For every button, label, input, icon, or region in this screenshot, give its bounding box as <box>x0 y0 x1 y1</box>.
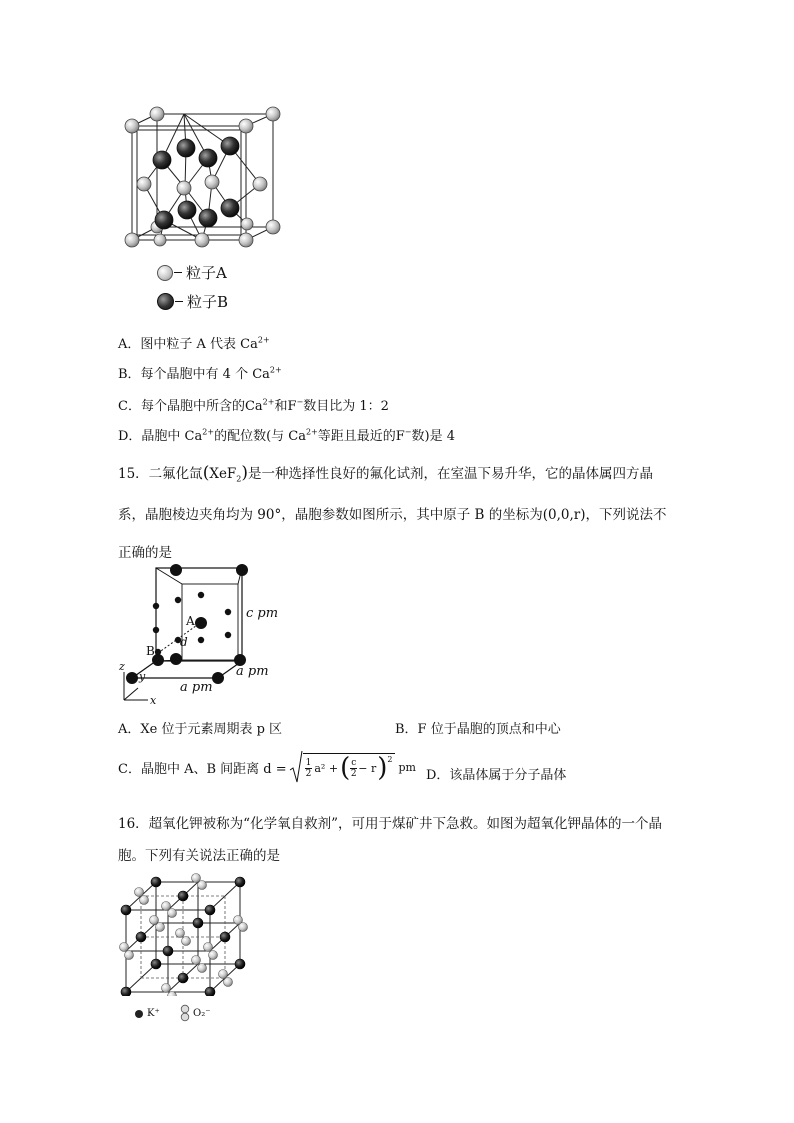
q15-option-c: C．晶胞中 A、B 间距离 d = $\frac{1}{2}$ a² + ( $\frac{c}{2}$ − r ) $^2$ pm <box>118 750 416 784</box>
q16-stem-line1: 16．超氧化钾被称为“化学氧自救剂”，可用于煤矿井下急救。如图为超氧化钾晶体的一个晶 <box>118 816 662 832</box>
q15-option-d: D．该晶体属于分子晶体 <box>426 768 567 783</box>
legend-b-label: 粒子B <box>187 293 229 311</box>
coordinate-b: (0,0,r) <box>542 507 586 523</box>
label-a-pm-side: a pm <box>236 664 269 679</box>
q14-option-a: A．图中粒子 A 代表 $Ca^{2+}$ <box>118 335 270 352</box>
q16-stem-line2: 胞。下列有关说法正确的是 <box>118 848 280 864</box>
label-atom-b: B <box>146 644 155 658</box>
axis-x-label: x <box>150 694 157 707</box>
q14-option-d: D．晶胞中 $Ca^{2+}$的配位数(与 $Ca^{2+}$等距且最近的F−数)是 4 <box>118 427 455 444</box>
axis-y-label: y <box>139 670 146 683</box>
legend-dash <box>175 301 183 303</box>
particle-b-icon <box>157 293 174 310</box>
legend-particle-a <box>157 262 227 283</box>
q15-stem-line3: 正确的是 <box>118 545 172 561</box>
label-d: d <box>180 635 188 649</box>
particle-a-icon <box>157 265 173 281</box>
q15-option-a: A．Xe 位于元素周期表 p 区 <box>118 722 283 737</box>
q15-option-b: B．F 位于晶胞的顶点和中心 <box>395 722 561 737</box>
k-ion-icon <box>134 1009 144 1019</box>
fraction-half: $\frac{1}{2}$ <box>305 757 312 779</box>
axis-z-label: z <box>119 660 125 673</box>
label-atom-a: A <box>186 614 195 628</box>
legend-k: K⁺ <box>134 1008 160 1019</box>
q14-option-c: C．每个晶胞中所含的$Ca^{2+}$和F−数目比为 1：2 <box>118 397 389 414</box>
ko2-cell-figure <box>116 870 256 996</box>
legend-particle-b <box>157 291 228 312</box>
label-c-pm: c pm <box>246 606 279 621</box>
sqrt-sign-icon <box>289 750 303 784</box>
o2-ion-icon <box>180 1004 190 1022</box>
q15-stem-line1: 15．二氟化氙(XeF$_2$)是一种选择性良好的氟化试剂，在室温下易升华，它的晶体属四方晶 <box>118 463 654 484</box>
q14-option-b: B．每个晶胞中有 4 个 $Ca^{2+}$ <box>118 365 282 382</box>
legend-a-label: 粒子A <box>186 264 227 282</box>
fraction-c-half: $\frac{c}{2}$ <box>350 757 357 779</box>
fluorite-cell-figure <box>120 100 290 260</box>
legend-o2: O₂⁻ <box>180 1004 211 1022</box>
label-a-pm-bottom: a pm <box>180 680 213 695</box>
legend-dash <box>174 272 182 274</box>
q15-stem-line2: 系，晶胞棱边夹角均为 90°，晶胞参数如图所示，其中原子 B 的坐标为(0,0,r)，下列说法不 <box>118 507 667 523</box>
